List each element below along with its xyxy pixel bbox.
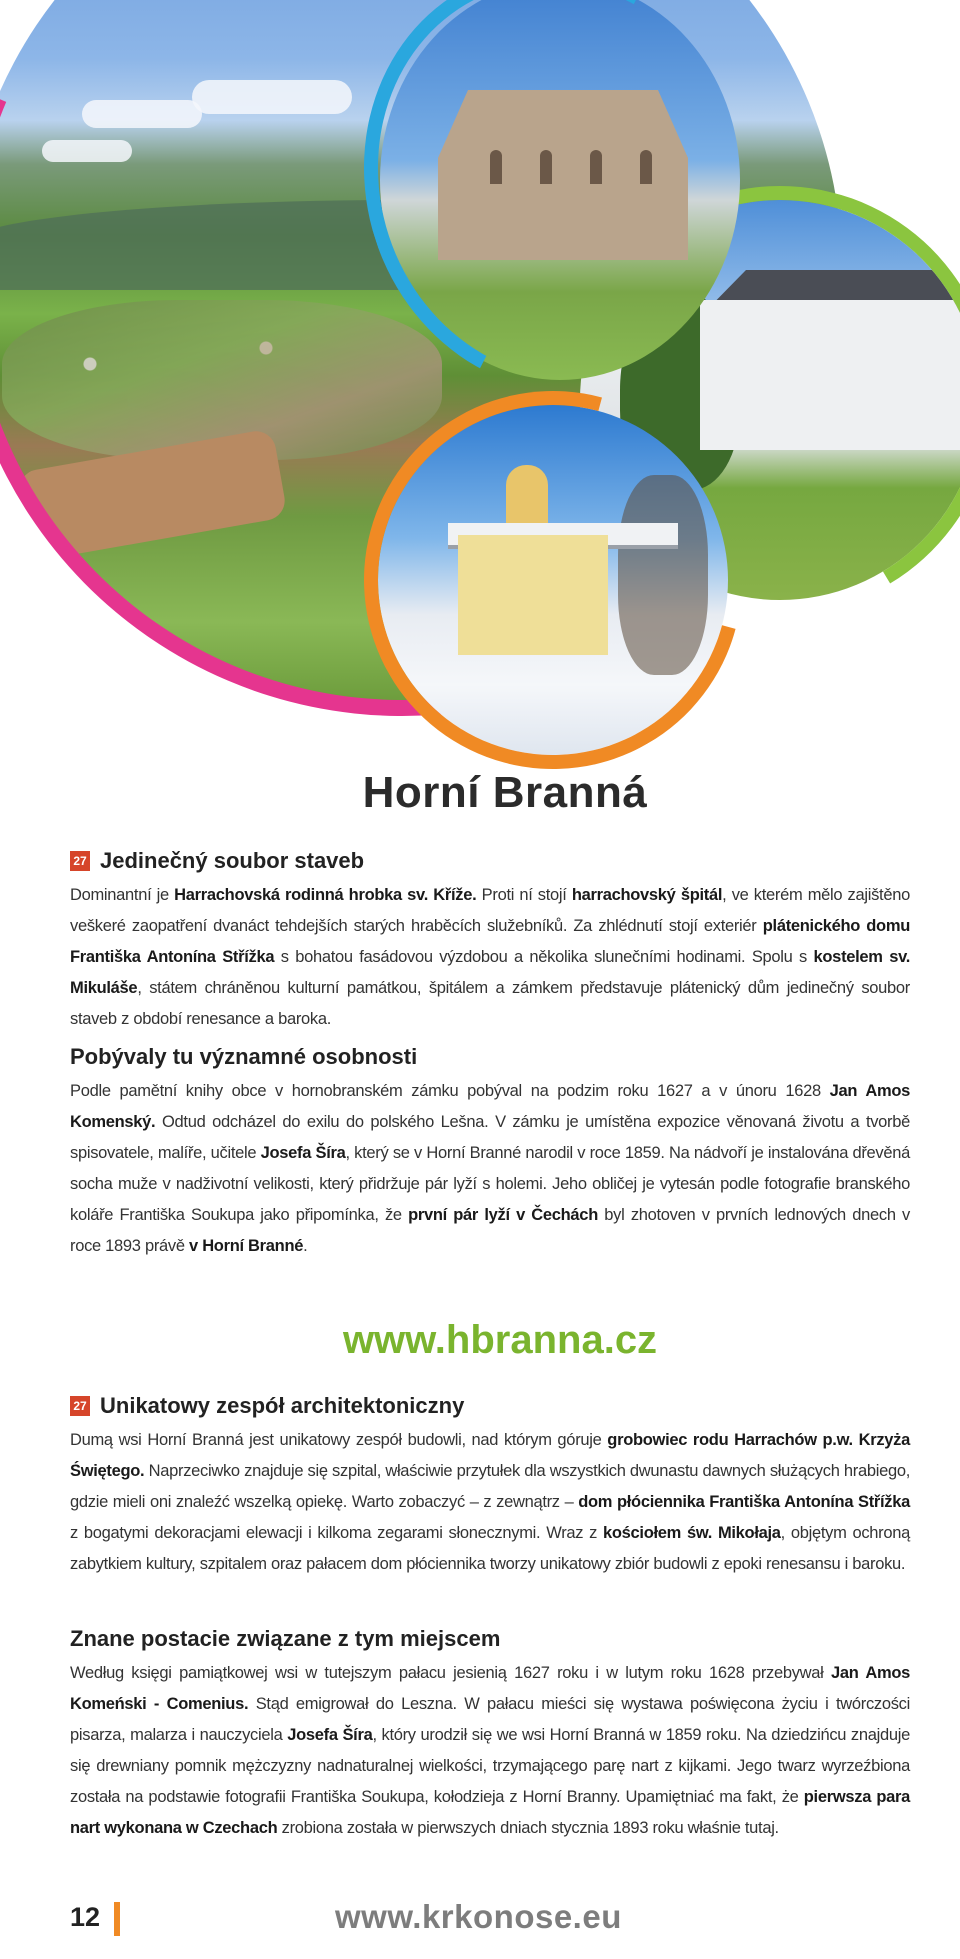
text-run: . (303, 1237, 308, 1255)
pl-paragraph-1 (70, 1425, 910, 1580)
page-footer (70, 1898, 910, 1938)
text-run: Odtud odcházel do exilu do polského Lešna. V zámku je umístěna expozice věnovaná životu a tvorbě spisovatele, malíře, učitele (70, 1113, 910, 1162)
photo-collage (0, 0, 960, 770)
cz-heading-2: Pobývaly tu významné osobnosti (70, 1044, 418, 1069)
text-run: , objętym ochroną zabytkiem kultury, szpitalem oraz pałacem dom płóciennika tworzy unikatowy zbiór budowli z epoki renesansu i baroku. (70, 1524, 910, 1573)
number-badge: 27 (70, 1396, 90, 1416)
cz-section-1 (70, 848, 910, 1035)
text-run: Naprzeciwko znajduje się szpital, właściwie przytułek dla wszystkich dwunastu dawnych służących hrabiego, gdzie mieli oni znaleźć wszelką opiekę. Warto zobaczyć – z zewnątrz – (70, 1462, 910, 1511)
text-run: s bohatou fasádovou výzdobou a několika slunečními hodinami. Spolu s (274, 948, 814, 966)
bold-text: první pár lyží v Čechách (408, 1206, 598, 1224)
text-run: Proti ní stojí (476, 886, 572, 904)
footer-website-link[interactable]: www.krkonose.eu (335, 1898, 622, 1935)
cz-section-2 (70, 1044, 910, 1262)
cz-heading-1 (70, 848, 910, 874)
bold-text: dom płóciennika Františka Antonína Střížka (578, 1493, 911, 1511)
bold-text: Harrachovská rodinná hrobka sv. Kříže. (174, 886, 477, 904)
pl-section-2 (70, 1626, 910, 1844)
page-number-bar (114, 1902, 120, 1936)
bold-text: plátenického domu Františka Antonína Střížka (70, 917, 910, 966)
bold-text: v Horní Branné (189, 1237, 304, 1255)
bold-text: pierwsza para nart wykonana w Czechach (70, 1788, 910, 1837)
text-run: zrobiona została w pierwszych dniach stycznia 1893 roku właśnie tutaj. (277, 1819, 779, 1837)
cz-paragraph-1 (70, 880, 910, 1035)
bold-text: Josefa Šíra (260, 1144, 346, 1162)
bold-text: kostelem sv. Mikuláše (70, 948, 911, 997)
page-title: Horní Branná (362, 768, 648, 817)
text-run: Stąd emigrował do Leszna. W pałacu mieści się wystawa poświęcona życiu i twórczości pisarza, malarza i nauczyciela (70, 1695, 910, 1744)
bold-text: Josefa Šíra (287, 1726, 373, 1744)
text-run: Dominantní je (70, 886, 175, 904)
pl-heading-2: Znane postacie związane z tym miejscem (70, 1626, 501, 1651)
pl-paragraph-2 (70, 1658, 910, 1844)
text-run: Dumą wsi Horní Branná jest unikatowy zespół budowli, nad którym góruje (70, 1431, 608, 1449)
cz-paragraph-2 (70, 1076, 910, 1262)
bold-text: Jan Amos Komeński - Comenius. (70, 1664, 910, 1713)
pl-heading-1-text: Unikatowy zespół architektoniczny (100, 1393, 465, 1418)
text-run: z bogatymi dekoracjami elewacji i kilkoma zegarami słonecznymi. Wraz z (70, 1524, 604, 1542)
text-run: , ve kterém mělo zajištěno veškeré zaopatření dvanáct tehdejších starých hraběcích služebníků. Za zhlédnutí stojí exteriér (70, 886, 910, 935)
pl-section-1 (70, 1393, 910, 1580)
cz-heading-1-text: Jedinečný soubor staveb (100, 848, 365, 873)
text-run: byl zhotoven v prvních lednových dnech v roce 1893 právě (70, 1206, 910, 1255)
website-link[interactable]: www.hbranna.cz (342, 1318, 658, 1362)
page-number: 12 (70, 1902, 101, 1932)
text-run: , státem chráněnou kulturní památkou, špitálem a zámkem představuje plátenický dům jedinečný soubor staveb z období renesance a baroka. (70, 979, 910, 1028)
bold-text: kościołem św. Mikołaja (603, 1524, 781, 1542)
bold-text: harrachovský špitál (571, 886, 723, 904)
bold-text: Jan Amos Komenský. (70, 1082, 910, 1131)
pl-heading-1 (70, 1393, 910, 1419)
text-run: , který se v Horní Branné narodil v roce 1859. Na nádvoří je instalována dřevěná socha muže v nadživotní velikosti, který přidržuje pár lyží s holemi. Jeho obličej je vytesán podle fotografie branského koláře Františka Soukupa jako připomínka, že (70, 1144, 910, 1224)
text-run: Według księgi pamiątkowej wsi w tutejszym pałacu jesienią 1627 roku i w lutym roku 1628 przebywał (70, 1664, 831, 1682)
text-run: , który urodził się we wsi Horní Branná w 1859 roku. Na dziedzińcu znajduje się drewniany pomnik mężczyzny nadnaturalnej wielkości, trzymającego parę nart z kijkami. Jego twarz wyrzeźbiona została na podstawie fotografii Františka Soukupa, kołodzieja z Horní Branny. Upamiętniać ma fakt, że (70, 1726, 910, 1806)
text-run: Podle pamětní knihy obce v hornobranském zámku pobýval na podzim roku 1627 a v únoru 1628 (70, 1082, 830, 1100)
number-badge: 27 (70, 851, 90, 871)
bold-text: grobowiec rodu Harrachów p.w. Krzyża Świętego. (70, 1431, 910, 1480)
